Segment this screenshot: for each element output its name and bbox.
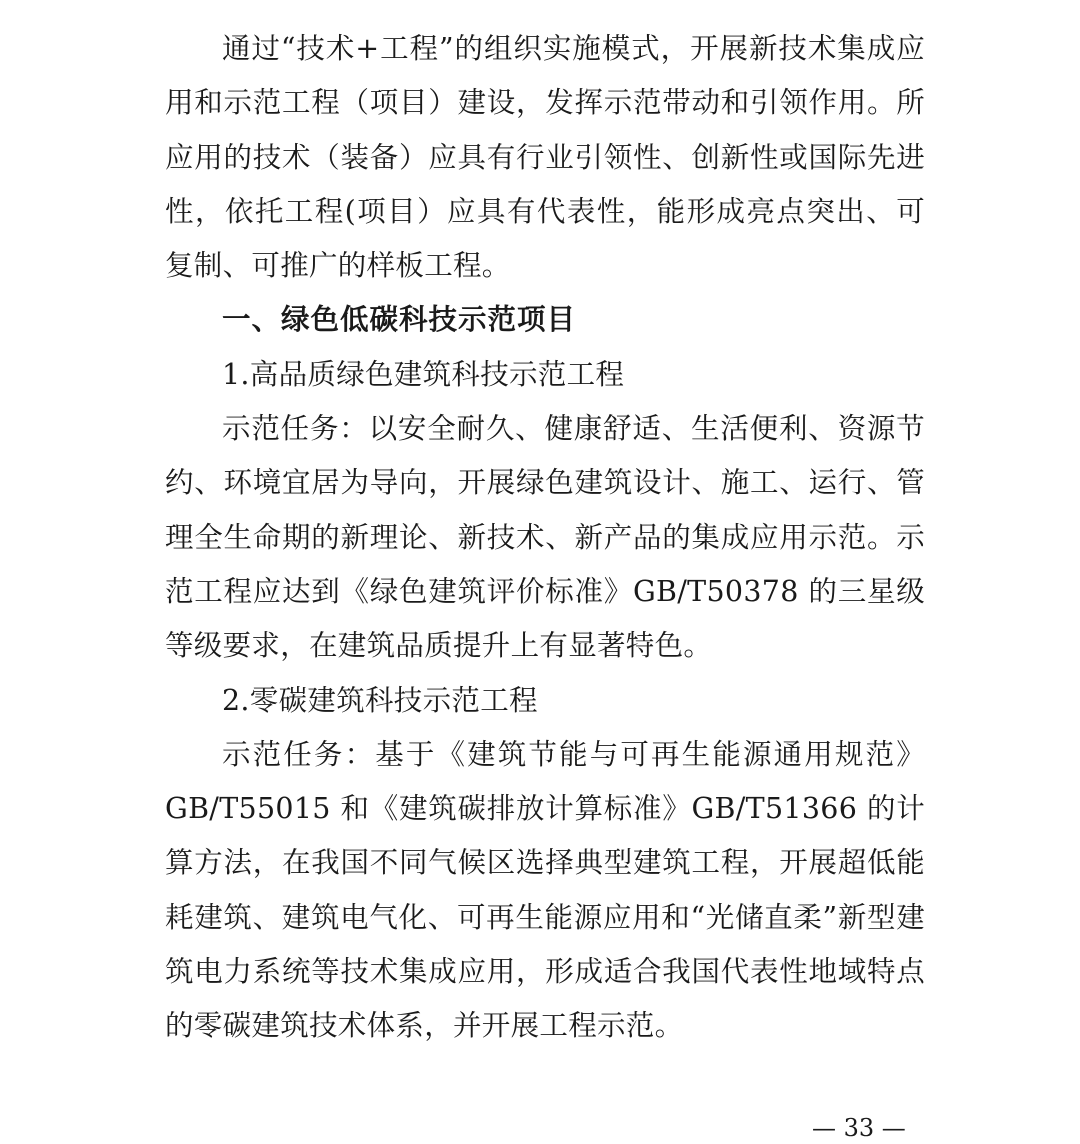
document-body — [165, 22, 925, 1054]
item-2-title: 2.零碳建筑科技示范工程 — [222, 683, 538, 717]
item-1-body: 示范任务：以安全耐久、健康舒适、生活便利、资源节约、环境宜居为导向，开展绿色建筑设计、施工、运行、管理全生命期的新理论、新技术、新产品的集成应用示范。示范工程应达到《绿色建筑评价标准》GB/T50378 的三星级等级要求，在建筑品质提升上有显著特色。 — [165, 412, 925, 663]
item-2-body: 示范任务：基于《建筑节能与可再生能源通用规范》GB/T55015 和《建筑碳排放计算标准》GB/T51366 的计算方法，在我国不同气候区选择典型建筑工程，开展超低能耗建筑、建筑电气化、可再生能源应用和“光储直柔”新型建筑电力系统等技术集成应用，形成适合我国代表性地域特点的零碳建筑技术体系，并开展工程示范。 — [165, 737, 925, 1043]
section-heading: 一、绿色低碳科技示范项目 — [222, 303, 577, 337]
item-1-title: 1.高品质绿色建筑科技示范工程 — [222, 357, 625, 391]
page-number: — 33 — — [812, 1114, 906, 1142]
intro-paragraph: 通过“技术+工程”的组织实施模式，开展新技术集成应用和示范工程（项目）建设，发挥示范带动和引领作用。所应用的技术（装备）应具有行业引领性、创新性或国际先进性，依托工程(项目）应具有代表性，能形成亮点突出、可复制、可推广的样板工程。 — [165, 32, 925, 283]
